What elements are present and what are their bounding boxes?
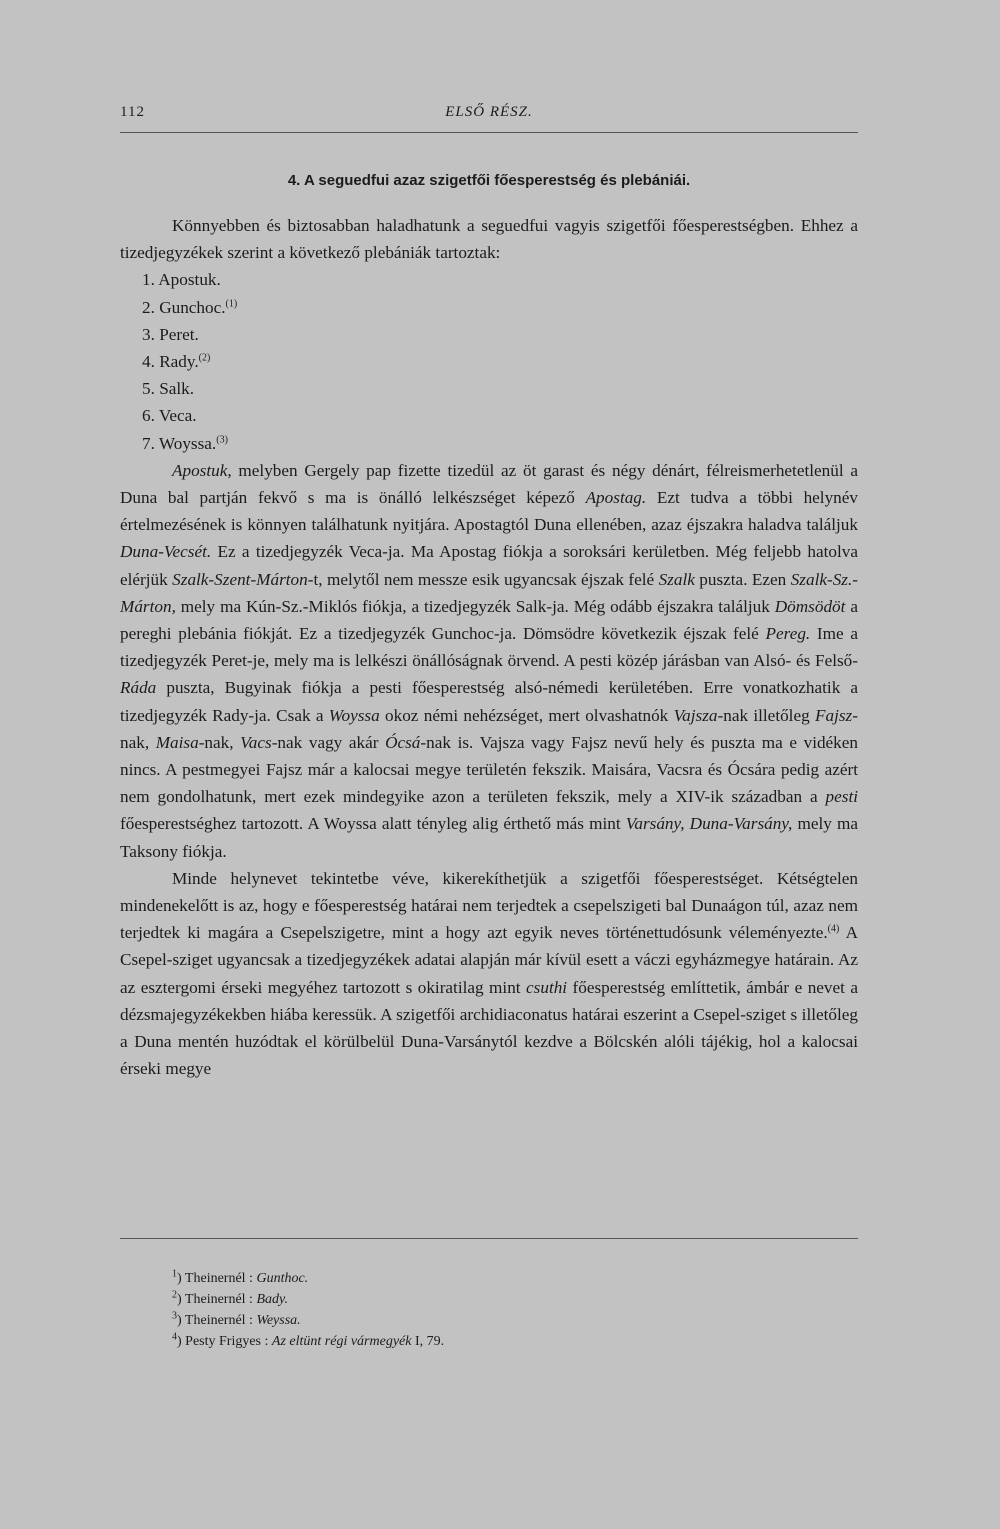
- footnote: $^3$) Theinernél : Weyssa.: [172, 1310, 301, 1328]
- footnote-ref[interactable]: 4: [831, 923, 836, 935]
- footnote: $^2$) Theinernél : Bady.: [172, 1289, 288, 1307]
- list-item: 7. Woyssa.$^{(3)}$: [142, 433, 228, 453]
- list-item: 3. Peret.: [142, 324, 199, 344]
- list-item: 5. Salk.: [142, 379, 195, 399]
- paragraph-apostuk: Apostuk, melyben Gergely pap fizette tizedül az öt garast és négy dénárt, félreismerhetetlenül a Duna bal partján fekvő s ma is önálló lelkészséget képező Apostag. Ezt tudva a többi helynév értelmezésének is könnyen találhatunk nyitjára. Apostagtól Duna ellenében, azaz éjszakra haladva találjuk Duna-Vecsét. Ez a tizedjegyzék Veca-ja. Ma Apostag fiókja a soroksári kerületben. Még feljebb hatolva elérjük Szalk-Szent-Márton-t, melytől nem messze esik ugyancsak éjszak felé Szalk puszta. Ezen Szalk-Sz.-Márton, mely ma Kún-Sz.-Miklós fiókja, a tizedjegyzék Salk-ja. Még odább éjszakra találjuk Dömsödöt a pereghi plebánia fiókját. Ez a tizedjegyzék Gunchoc-ja. Dömsödre következik éjszak felé Pereg. Ime a tizedjegyzék Peret-je, mely ma is lelkészi önállóságnak örvend. A pesti közép járásban van Alsó- és Felső-Ráda puszta, Bugyinak fiókja a pesti főesperestség alsó-némedi kerületében. Erre vonatkozhatik a tizedjegyzék Rady-ja. Csak a Woyssa okoz némi nehézséget, mert olvashatnók Vajsza-nak illetőleg Fajsz-nak, Maisa-nak, Vacs-nak vagy akár Ócsá-nak is. Vajsza vagy Fajsz nevű hely és puszta ma e vidéken nincs. A pestmegyei Fajsz már a kalocsai megye területén fekszik. Maisára, Vacsra és Ócsára pedig azért nem gondolhatunk, mert ezek mindegyike azon a területen fekszik, mely a XIV-ik században a pesti főesperestséghez tartozott. A Woyssa alatt tényleg alig érthető más mint Varsány, Duna-Varsány, mely ma Taksony fiókja.: [120, 460, 859, 861]
- running-header: [120, 102, 858, 133]
- page-number: 112: [120, 104, 145, 120]
- footnote-ref[interactable]: 2: [202, 352, 207, 364]
- list-item: 6. Veca.: [142, 406, 197, 426]
- list-item: 2. Gunchoc.$^{(1)}$: [142, 297, 238, 317]
- footnote: $^1$) Theinernél : Gunthoc.: [172, 1268, 309, 1286]
- footnotes: [172, 1268, 852, 1352]
- footnote-ref[interactable]: 3: [219, 433, 225, 445]
- footnote-ref[interactable]: 1: [228, 297, 234, 309]
- running-title: ELSŐ RÉSZ.: [445, 104, 533, 120]
- list-item: 1. Apostuk.: [142, 270, 221, 290]
- body-text: [120, 212, 858, 1083]
- section-heading: 4. A seguedfui azaz szigetfői főesperestség és plebániái.: [287, 172, 691, 189]
- parish-list: [120, 266, 858, 456]
- footnote: $^4$) Pesty Frigyes : Az eltünt régi vármegyék I, 79.: [172, 1331, 445, 1349]
- intro-paragraph: Könnyebben és biztosabban haladhatunk a seguedfui vagyis szigetfői főesperestségben. Ehhez a tizedjegyzékek szerint a következő plebániák tartoztak:: [120, 216, 858, 263]
- list-item: 4. Rady.$^{(2)}$: [142, 352, 211, 372]
- paragraph-boundaries: Minde helynevet tekintetbe véve, kikerekíthetjük a szigetfői főesperestséget. Kétségtelen mindenekelőtt is az, hogy e főesperestség határai nem terjedtek a csepelszigeti bal Dunaágon túl, azaz nem terjedtek ki magára a Csepelszigetre, mint a hogy azt egyik neves történettudósunk véleményezte.$^{(4)}$ A Csepel-sziget ugyancsak a tizedjegyzékek adatai alapján már kívül esett a váczi egyházmegye határain. Az az esztergomi érseki megyéhez tartozott s okiratilag mint csuthi főesperestség említtetik, ámbár e nevet a dézsmajegyzékekben hiába keressük. A szigetfői archidiaconatus határai eszerint a Csepel-sziget s illetőleg a Duna mentén huzódtak el körülbelül Duna-Varsánytól kezdve a Bölcskén alóli tájékig, hol a kalocsai érseki megye: [120, 868, 858, 1079]
- footnote-divider: [120, 1238, 858, 1239]
